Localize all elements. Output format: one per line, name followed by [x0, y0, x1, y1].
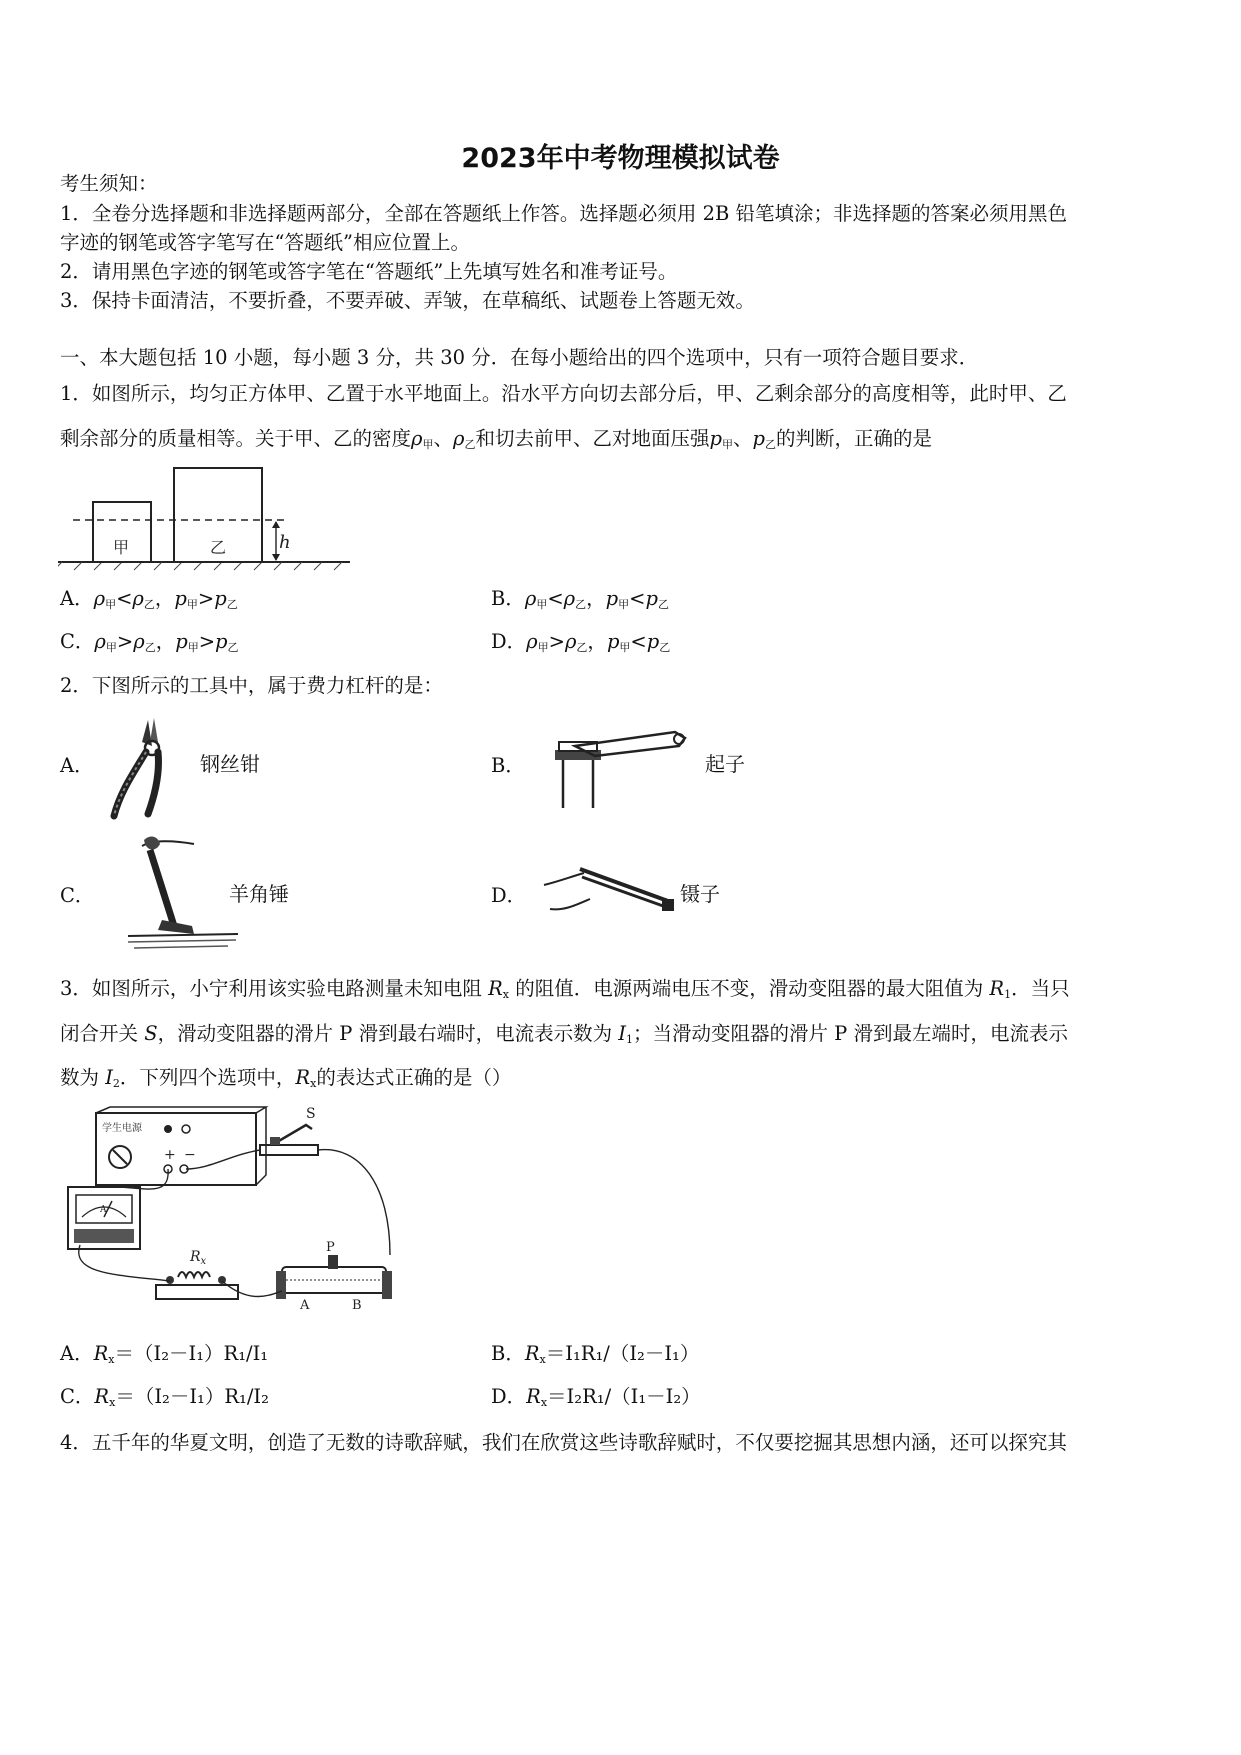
q3-option-c[interactable]: C．$R_x=(I_2-I_1)R_1/I_2$ [60, 1385, 269, 1409]
rx-label: $R_x$ [190, 1249, 207, 1267]
cube-jia-label: 甲 [113, 538, 130, 557]
q3-circuit-figure [60, 1105, 460, 1330]
terminal-b-label: B [352, 1298, 362, 1313]
q3-stem-line3: 数为 $I_2$．下列四个选项中，$R_x$的表达式正确的是（） [60, 1066, 512, 1090]
notice-item-2: 2．请用黑色字迹的钢笔或答字笔在“答题纸”上先填写姓名和准考证号。 [60, 260, 678, 283]
q1-option-b[interactable]: B．$\rho_甲<\rho_乙$，$p_甲<p_乙$ [491, 587, 669, 611]
q2-option-c-name: 羊角锤 [229, 882, 289, 906]
rx-base [156, 1285, 238, 1299]
bottle-opener-icon [545, 722, 705, 810]
q1-stem-line1: 1．如图所示，均匀正方体甲、乙置于水平地面上。沿水平方向切去部分后，甲、乙剩余部分的高度相等，此时甲、乙 [60, 382, 1067, 405]
q1-option-a[interactable]: A．$\rho_甲<\rho_乙$，$p_甲>p_乙$ [60, 587, 238, 611]
q2-option-d-name: 镊子 [680, 882, 720, 906]
terminal-a-label: A [300, 1298, 310, 1313]
svg-text:+: + [164, 1147, 176, 1163]
q3-stem-line2: 闭合开关 S，滑动变阻器的滑片 P 滑到最右端时，电流表示数为 $I_1$；当滑动变阻器的滑片 P 滑到最左端时，电流表示 [60, 1022, 1069, 1046]
pliers-icon [108, 712, 188, 822]
q2-option-b-letter[interactable]: B． [491, 754, 525, 777]
q1-stem-line2: 剩余部分的质量相等。关于甲、乙的密度$\rho_甲$、$\rho_乙$和切去前甲、乙对地面压强$p_甲$、$p_乙$的判断，正确的是 [60, 427, 932, 451]
q1-option-d[interactable]: D．$\rho_甲>\rho_乙$，$p_甲<p_乙$ [491, 630, 671, 654]
cube-yi-label: 乙 [210, 538, 227, 557]
q2-option-a-name: 钢丝钳 [200, 752, 260, 776]
claw-hammer-icon [128, 830, 238, 950]
notice-item-1b: 字迹的钢笔或答字笔写在“答题纸”相应位置上。 [60, 231, 470, 254]
q1-option-c[interactable]: C．$\rho_甲>\rho_乙$，$p_甲>p_乙$ [60, 630, 239, 654]
notice-item-3: 3．保持卡面清洁，不要折叠，不要弄破、弄皱，在草稿纸、试题卷上答题无效。 [60, 289, 755, 312]
svg-text:A: A [100, 1205, 107, 1215]
slider-label: P [326, 1240, 335, 1255]
tweezers-icon [540, 855, 680, 925]
q3-option-b[interactable]: B．$R_x=I_1R_1/(I_2-I_1)$ [491, 1342, 700, 1366]
svg-text:−: − [184, 1147, 196, 1163]
q1-cubes-figure [58, 462, 358, 572]
q3-option-a[interactable]: A．$R_x=(I_2-I_1)R_1/I_1$ [60, 1342, 269, 1366]
q4-stem-line1: 4．五千年的华夏文明，创造了无数的诗歌辞赋，我们在欣赏这些诗歌辞赋时，不仅要挖掘其思想内涵，还可以探究其 [60, 1431, 1067, 1454]
q2-stem: 2．下图所示的工具中，属于费力杠杆的是： [60, 674, 443, 697]
q2-option-a-letter[interactable]: A． [60, 754, 94, 777]
q3-option-d[interactable]: D．$R_x=I_2R_1/(I_1-I_2)$ [491, 1385, 701, 1409]
switch-label: S [306, 1106, 316, 1122]
svg-text:学生电源: 学生电源 [102, 1123, 142, 1134]
section-header: 一、本大题包括 10 小题，每小题 3 分，共 30 分．在每小题给出的四个选项中，只有一项符合题目要求． [60, 346, 979, 369]
notice-item-1a: 1．全卷分选择题和非选择题两部分，全部在答题纸上作答。选择题必须用 2B 铅笔填涂；非选择题的答案必须用黑色 [60, 202, 1068, 225]
q2-option-c-letter[interactable]: C． [60, 884, 95, 907]
notice-heading: 考生须知： [60, 172, 158, 195]
q2-option-b-name: 起子 [705, 752, 745, 776]
page-title: 2023年中考物理模拟试卷 [461, 143, 780, 174]
q3-stem-line1: 3．如图所示，小宁利用该实验电路测量未知电阻 $R_x$ 的阻值．电源两端电压不变，滑动变阻器的最大阻值为 $R_1$．当只 [60, 977, 1070, 1001]
switch-base [260, 1145, 318, 1155]
height-label: h [279, 532, 291, 553]
q2-option-d-letter[interactable]: D． [491, 884, 527, 907]
